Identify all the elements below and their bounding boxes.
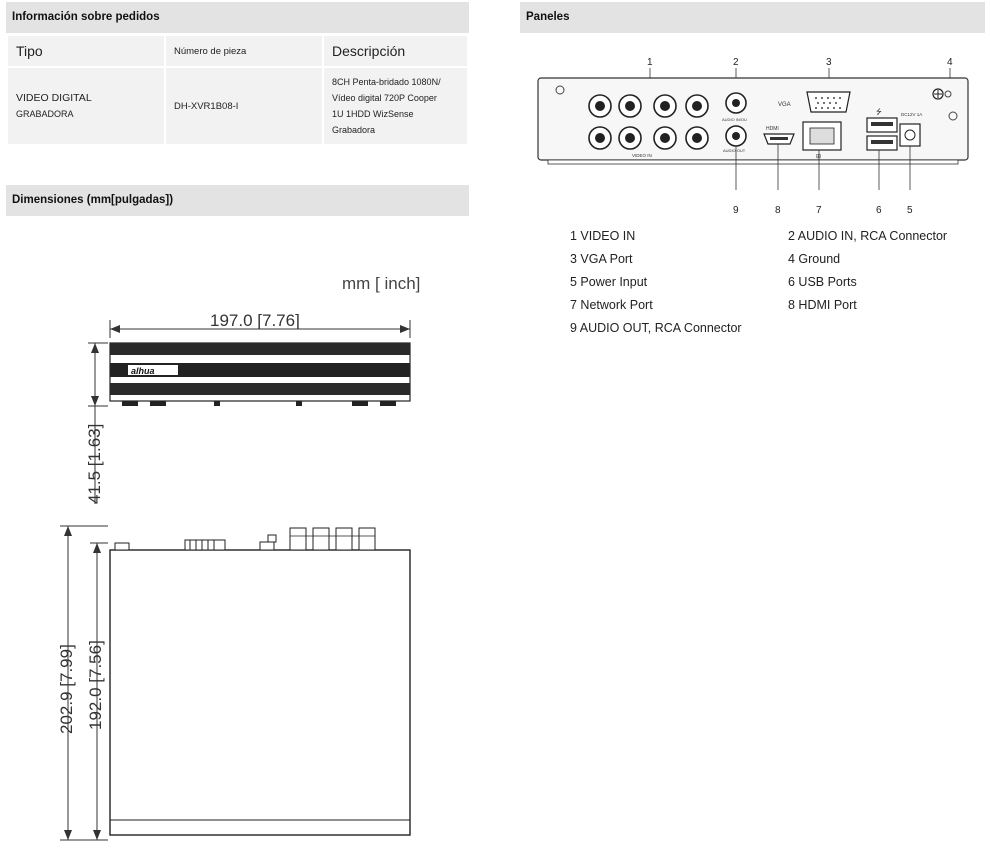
top-view-body bbox=[110, 550, 410, 835]
ordering-table bbox=[6, 34, 469, 146]
device-foot bbox=[380, 401, 396, 406]
audio-in-label: AUDIO IN/OU bbox=[722, 117, 747, 122]
arrow-head bbox=[93, 543, 101, 553]
legend-item: 7 Network Port bbox=[570, 298, 653, 312]
network-port-socket bbox=[810, 128, 834, 144]
rear-panel-base bbox=[548, 160, 958, 164]
arrow-head bbox=[93, 830, 101, 840]
ordering-title: Información sobre pedidos bbox=[12, 11, 160, 23]
bnc-connector-outline bbox=[336, 528, 352, 550]
width-label: 197.0 [7.76] bbox=[210, 311, 300, 330]
legend-item: 3 VGA Port bbox=[570, 252, 633, 266]
callout-3: 3 bbox=[826, 57, 832, 68]
desc-line: Vídeo digital 720P Cooper bbox=[332, 93, 437, 103]
audio-out-label: AUDIO OUT bbox=[723, 148, 746, 153]
arrow-head bbox=[110, 325, 120, 333]
depth-inner-label: 192.0 [7.56] bbox=[86, 640, 105, 730]
cell-descripcion bbox=[323, 67, 468, 145]
connector-outline bbox=[115, 543, 129, 550]
connector-outline bbox=[268, 535, 276, 542]
legend-item: 2 AUDIO IN, RCA Connector bbox=[788, 229, 948, 243]
legend-item: 1 VIDEO IN bbox=[570, 229, 636, 243]
panels-title: Paneles bbox=[526, 11, 570, 23]
brand-logo: alhua bbox=[131, 366, 155, 376]
usb-port-tongue bbox=[871, 122, 893, 126]
power-label: DC12V 1A bbox=[901, 112, 923, 117]
device-foot bbox=[150, 401, 166, 406]
audio-in-core bbox=[732, 99, 740, 107]
callout-5: 5 bbox=[907, 205, 913, 216]
legend-item: 4 Ground bbox=[788, 252, 841, 266]
device-foot bbox=[122, 401, 138, 406]
header-descripcion: Descripción bbox=[323, 35, 468, 67]
connector-outline bbox=[260, 542, 274, 550]
power-port bbox=[900, 124, 920, 146]
legend-item: 9 AUDIO OUT, RCA Connector bbox=[570, 321, 742, 335]
legend-item: 6 USB Ports bbox=[788, 275, 857, 289]
legend-item: 8 HDMI Port bbox=[788, 298, 857, 312]
cell-numero: DH-XVR1B08-I bbox=[165, 67, 323, 145]
bnc-connector-core bbox=[625, 101, 635, 111]
dimension-drawing bbox=[0, 220, 480, 863]
vga-connector-outline bbox=[185, 540, 225, 550]
video-in-label: VIDEO IN bbox=[632, 153, 652, 158]
network-icon: ⊞ bbox=[816, 154, 822, 160]
bnc-connector-outline bbox=[313, 528, 329, 550]
arrow-head bbox=[64, 830, 72, 840]
unit-label: mm [ inch] bbox=[342, 274, 421, 293]
callout-7: 7 bbox=[816, 205, 822, 216]
usb-icon: ⭍ bbox=[876, 109, 882, 116]
rear-panel-diagram bbox=[520, 50, 985, 220]
usb-port-tongue bbox=[871, 140, 893, 144]
ordering-section-header bbox=[6, 2, 469, 33]
bnc-connector-core bbox=[595, 101, 605, 111]
hdmi-label: HDMI bbox=[766, 126, 779, 132]
bnc-connector-core bbox=[692, 101, 702, 111]
dimensions-title: Dimensiones (mm[pulgadas]) bbox=[12, 194, 174, 206]
table-header-row bbox=[7, 35, 468, 67]
bnc-connector-core bbox=[692, 133, 702, 143]
callout-6: 6 bbox=[876, 205, 882, 216]
desc-line: Grabadora bbox=[332, 125, 376, 135]
arrow-head bbox=[64, 526, 72, 536]
front-top-band bbox=[110, 343, 410, 355]
callout-1: 1 bbox=[647, 57, 653, 68]
desc-line: 1U 1HDD WizSense bbox=[332, 109, 414, 119]
height-label: 41.5 [1.63] bbox=[85, 423, 104, 504]
depth-outer-label: 202.9 [7.99] bbox=[57, 644, 76, 734]
header-tipo: Tipo bbox=[7, 35, 165, 67]
arrow-head bbox=[91, 343, 99, 353]
bnc-connector-core bbox=[660, 101, 670, 111]
desc-line: 8CH Penta-bridado 1080N/ bbox=[332, 77, 441, 87]
tipo-line-2: GRABADORA bbox=[16, 109, 74, 119]
arrow-head bbox=[91, 396, 99, 406]
device-foot bbox=[296, 401, 302, 406]
hdmi-port-contacts bbox=[770, 137, 788, 140]
device-foot bbox=[214, 401, 220, 406]
vga-label: VGA bbox=[778, 102, 791, 108]
device-foot bbox=[352, 401, 368, 406]
callout-8: 8 bbox=[775, 205, 781, 216]
arrow-head bbox=[400, 325, 410, 333]
callout-9: 9 bbox=[733, 205, 739, 216]
bnc-connector-outline bbox=[359, 528, 375, 550]
bnc-connector-outline bbox=[290, 528, 306, 550]
tipo-line-1: VIDEO DIGITAL bbox=[16, 92, 92, 104]
panels-section-header bbox=[520, 2, 985, 33]
header-numero: Número de pieza bbox=[165, 35, 323, 67]
callout-4: 4 bbox=[947, 57, 953, 68]
legend-item: 5 Power Input bbox=[570, 275, 648, 289]
table-row bbox=[7, 67, 468, 145]
vga-port bbox=[807, 92, 850, 112]
dimensions-section-header bbox=[6, 185, 469, 216]
bnc-connector-core bbox=[595, 133, 605, 143]
callout-2: 2 bbox=[733, 57, 739, 68]
bnc-connector-core bbox=[625, 133, 635, 143]
cell-tipo bbox=[7, 67, 165, 145]
front-bottom-band bbox=[110, 383, 410, 395]
bnc-connector-core bbox=[660, 133, 670, 143]
audio-out-core bbox=[732, 132, 740, 140]
